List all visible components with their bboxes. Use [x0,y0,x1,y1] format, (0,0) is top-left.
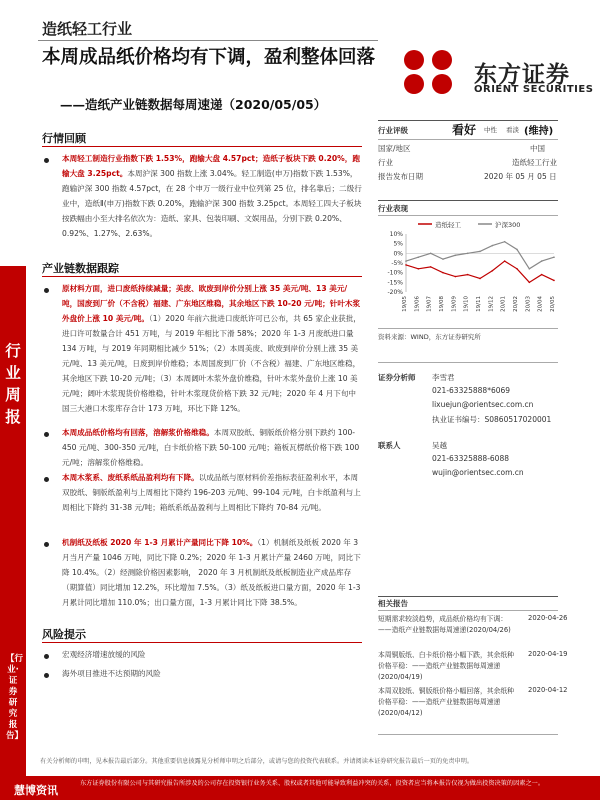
rating-row-value: 造纸轻工行业 [512,158,557,167]
industry-item-paper-price [62,425,362,470]
series-point [455,254,457,256]
sector-label: 造纸轻工行业 [42,20,133,38]
y-tick-label: -15% [387,279,403,287]
related-report-date: 2020-04-26 [528,614,568,622]
series-point [529,282,531,284]
section-divider [42,642,362,643]
related-report-link[interactable]: 本周铜版纸、白卡纸价格小幅下跌，其余纸种价格平稳：——造纸产业链数据每周速递(2020/04/19) [378,651,514,681]
sidebar-report-type: 行业周报 [5,342,21,426]
series-point [430,266,432,268]
section-divider [42,276,362,277]
x-tick-label: 19/07 [426,296,433,312]
report-title: 本周成品纸价格均有下调，盈利整体回落 [42,47,376,68]
x-tick-label: 20/01 [500,296,507,312]
analyst-name: 李雪君 [432,373,455,382]
related-report-date: 2020-04-19 [528,650,568,658]
x-tick-label: 19/05 [402,296,408,312]
bullet-icon [44,542,49,547]
analyst-role: 证券分析师 [378,373,416,382]
series-point [418,256,420,258]
rating-row-value: 2020 年 05 月 05 日 [484,172,557,181]
rating-row-key: 国家/地区 [378,144,411,153]
x-tick-label: 19/06 [414,296,421,312]
series-point [541,260,543,262]
series-line [406,242,554,269]
series-point [541,274,543,276]
series-point [455,276,457,278]
series-point [405,260,407,262]
industry-text: 以成品纸与原材料价差指标表征盈利水平，本周双胶纸、铜版纸盈利与上周相比下降约 196-203 元/吨、99-104 元/吨，白卡纸盈利与上周相比下降约 31-38 元/吨；箱纸系纸品盈利与上周相比下降约 70-84 元/吨。 [62,473,361,512]
industry-item-profit [62,470,362,515]
header-divider [38,40,378,41]
series-point [442,272,444,274]
risk-item: 宏观经济增速放缓的风险 [62,650,146,659]
series-point [492,270,494,272]
series-point [529,268,531,270]
bullet-icon [44,673,49,678]
series-point [504,260,506,262]
section-title-industry: 产业链数据跟踪 [42,262,119,275]
series-point [479,278,481,280]
market-text: 本周沪深 300 指数上涨 3.04%。轻工制造(申万)指数下跌 1.53%，跑输沪深 300 指数 4.57pct，在 28 个申万一级行业中位列第 25 位，排名靠后；二级行业中，造纸Ⅱ(申万)指数下跌 0.20%，跑输沪深 300 指数 3.25pct。本周轻工四大子板块按跌幅由小至大排名依次为：造纸、家具、包装印刷、文娱用品，分别下跌 0.20%、0.92%、1.27%、2.63%。 [62,169,362,238]
series-point [418,268,420,270]
x-tick-label: 19/09 [451,296,458,312]
y-tick-label: -20% [387,289,403,296]
industry-text: （1）机制纸及纸板 2020 年 3 月当月产量 1046 万吨，同比下降 0.2%；2020 年 1-3 月累计产量 2460 万吨，同比下降 10.4%。（2）经测除价格因素影响， 2020 年 3 月机制纸及纸板制造业产成品库存（期算值）同比增加 12.2%，环比增加 7.5%。（3）纸及纸板进口量方面，2020 年 1-3 月累计同比增加 110.0%；出口量方面，1-3 月累计同比下降 38.5%。 [62,538,361,607]
section-divider [42,146,362,147]
section-title-market: 行情回顾 [42,132,86,145]
x-tick-label: 19/11 [476,296,482,312]
chart-source: 资料来源：WIND，东方证券研究所 [378,333,481,341]
x-tick-label: 19/12 [488,296,495,312]
x-tick-label: 19/10 [463,296,470,312]
analyst-top-rule [378,362,558,363]
series-point [467,253,469,255]
risk-item: 海外项目推进不达预期的风险 [62,669,161,678]
industry-highlight: 原材料方面，进口废纸持续减量；美废、欧废到岸价分别上涨 35 美元/吨、13 美元/吨，国废到厂价（不含税）福建、广东地区维稳，其余地区下跌 10-20 元/吨；针叶木浆外盘价上涨 10 美元/吨。 [62,284,361,323]
series-point [442,258,444,260]
orient-logo-icon [392,42,464,102]
industry-highlight: 机制纸及纸板 2020 年 1-3 月累计产量同比下降 10%。 [62,538,258,547]
series-point [516,268,518,270]
rating-divider [378,139,558,140]
chart-top-rule [378,200,558,201]
section-title-risk: 风险提示 [42,628,86,641]
related-title-rule [378,610,558,611]
x-tick-label: 20/04 [537,296,544,312]
rating-option-neutral: 中性 [484,126,497,134]
x-tick-label: 20/03 [525,296,532,312]
rating-label: 行业评级 [378,126,408,135]
analyst-phone: 021-63325888*6069 [432,386,511,395]
chart-title: 行业表现 [378,204,408,213]
series-point [504,241,506,243]
bullet-icon [44,158,49,163]
footer-note: 东方证券股份有限公司与其研究报告所涉及的公司存在投资银行业务关系、股权或者其他可能导致利益冲突的关系，投资者应当将本报告仅视为做出投资决策的因素之一。 [80,780,545,787]
series-point [479,251,481,253]
market-paragraph [62,151,362,241]
chart-title-rule [378,215,558,216]
series-point [492,245,494,247]
related-report-date: 2020-04-12 [528,686,568,694]
rating-status: (维持) [524,126,554,137]
legend-label: 造纸轻工 [435,221,461,229]
market-highlight: 本周轻工制造行业指数下跌 1.53%，跑输大盘 4.57pct；造纸子板块下跌 0.20%，跑输大盘 3.25pct。 [62,154,360,178]
x-tick-label: 20/05 [550,296,556,312]
related-top-rule [378,596,558,597]
logo-english-name: ORIENT SECURITIES [474,84,594,95]
bullet-icon [44,477,49,482]
industry-performance-chart [378,218,560,328]
rating-option-negative: 看淡 [506,126,519,134]
x-tick-label: 20/02 [513,296,519,312]
series-point [467,274,469,276]
chart-bottom-rule [378,328,558,329]
series-point [553,280,555,282]
contact-role: 联系人 [378,441,401,450]
rating-row-key: 报告发布日期 [378,172,423,181]
legend-label: 沪深300 [495,221,521,229]
logo-chinese-name: 东方证券 [474,62,570,88]
industry-highlight: 本周成品纸价格均有回落，溶解浆价格维稳。 [62,428,214,437]
footer-brand: 慧博资讯 [14,784,58,797]
bullet-icon [44,432,49,437]
report-subtitle: ——造纸产业链数据每周速递（2020/05/05） [60,97,327,112]
x-tick-label: 19/08 [439,296,445,312]
industry-highlight: 本周木浆系、废纸系纸品盈利均有下降。 [62,473,199,482]
related-title: 相关报告 [378,599,408,608]
bullet-icon [44,288,49,293]
contact-phone: 021-63325888-6088 [432,454,509,463]
series-point [430,253,432,255]
y-tick-label: -10% [387,269,403,277]
related-bottom-rule [378,734,558,735]
series-point [405,264,407,266]
industry-item-output [62,535,362,610]
footer-disclaimer: 有关分析师的申明，见本报告最后部分。其他重要信息披露见分析师申明之后部分，或请与您的投资代表联系。并请阅读本证券研究报告最后一页的免责申明。 [40,758,474,765]
related-report-link[interactable]: 本周双胶纸、铜版纸价格小幅回落，其余纸种价格平稳：——造纸产业链数据每周速递(2020/04/12) [378,687,514,717]
y-tick-label: 5% [393,240,403,248]
y-tick-label: 0% [393,250,403,258]
related-report-link[interactable]: 短期需求较淡趋势，成品纸价格均有下调：——造纸产业链数据每周速递(2020/04/26) [378,615,511,634]
industry-text: （1）2020 年前六批进口废纸许可已公布，共 65 家企业获批，进口许可数量合计 451 万吨，与 2019 年相比下滑 58%；2020 年 1-3 月废纸进口量 134 万吨，与 2019 年同期相比减少 51%；（2）本周美废、欧废到岸价分别上涨 35 美元/吨、13 美元/吨，日废到岸价维稳；本周国废到厂价（不含税）福建、广东地区维稳，其余地区下跌 10-20 元/吨；（3）本周阔叶木浆外盘价维稳，针叶木浆外盘价上涨 10 美元/吨；阔叶木浆现货价格维稳，针叶木浆现货价格下跌 32 元/吨；2020 年 4 月下旬中国三大港口木浆库存合计 173 万吨，环比下降 12%。 [62,314,361,413]
rating-value: 看好 [452,123,477,137]
contact-email[interactable]: wujin@orientsec.com.cn [432,468,524,477]
y-tick-label: -5% [391,260,403,267]
analyst-email[interactable]: lixuejun@orientsec.com.cn [432,400,534,409]
industry-item-raw-materials [62,281,362,416]
y-tick-label: 10% [389,231,403,238]
rating-row-key: 行业 [378,158,393,167]
sidebar-report-category: 【行业·证券研究报告】 [6,654,24,741]
contact-name: 吴越 [432,441,447,450]
bullet-icon [44,654,49,659]
industry-text: 本周双胶纸、铜版纸价格分别下跌约 100-450 元/吨、300-350 元/吨，白卡纸价格下跌 50-100 元/吨；箱板瓦楞纸价格下跌 100 元/吨；溶解浆价格维稳。 [62,428,360,467]
series-point [553,256,555,258]
rating-row-value: 中国 [530,144,545,153]
series-point [516,249,518,251]
analyst-license: 执业证书编号：S0860517020001 [432,415,552,424]
